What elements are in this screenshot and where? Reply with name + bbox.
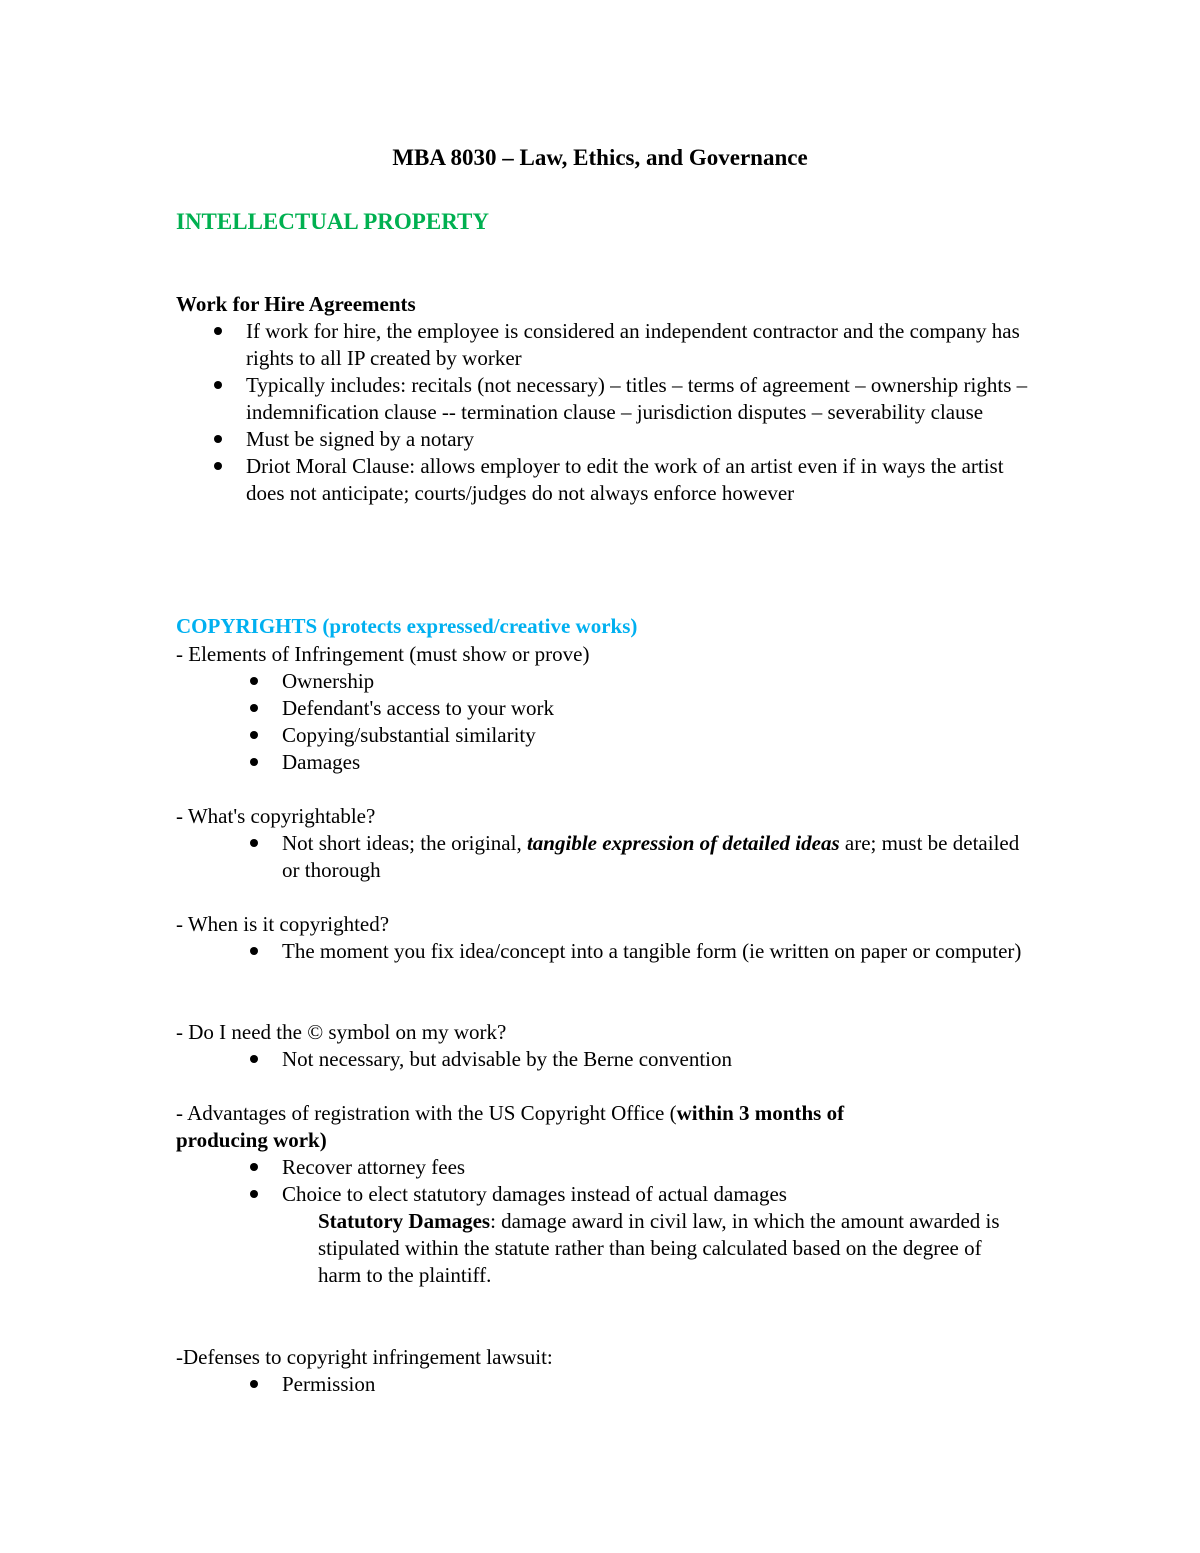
copyrightable-intro: - What's copyrightable? <box>176 804 376 828</box>
infringement-intro: - Elements of Infringement (must show or prove) <box>176 642 590 666</box>
list-item: Defendant's access to your work <box>282 695 1022 722</box>
list-item: The moment you fix idea/concept into a tangible form (ie written on paper or computer) <box>282 938 1022 965</box>
work-for-hire-list <box>246 318 1036 507</box>
bullet-icon <box>250 677 258 685</box>
symbol-intro: - Do I need the © symbol on my work? <box>176 1020 507 1044</box>
symbol-list <box>282 1046 1022 1073</box>
registration-intro-continued: producing work) <box>176 1128 327 1152</box>
bullet-icon <box>250 839 258 847</box>
registration-intro: - Advantages of registration with the US Copyright Office (within 3 months of <box>176 1101 845 1125</box>
list-item: Typically includes: recitals (not necessary) – titles – terms of agreement – ownership rights – indemnification clause -- termination clause – jurisdiction disputes – severability clause <box>246 372 1036 426</box>
list-item: Permission <box>282 1371 1022 1398</box>
bullet-icon <box>250 947 258 955</box>
infringement-list <box>282 668 1022 776</box>
section-heading-copyrights: COPYRIGHTS (protects expressed/creative works) <box>176 614 638 638</box>
defenses-list <box>282 1371 1022 1398</box>
copyrightable-list <box>282 830 1022 884</box>
bullet-icon <box>250 731 258 739</box>
list-item: Copying/substantial similarity <box>282 722 1022 749</box>
bullet-icon <box>214 435 222 443</box>
document-title: MBA 8030 – Law, Ethics, and Governance <box>392 145 808 170</box>
subheading-work-for-hire: Work for Hire Agreements <box>176 292 416 316</box>
bullet-icon <box>250 1380 258 1388</box>
list-item: Not short ideas; the original, tangible expression of detailed ideas are; must be detailed or thorough <box>282 830 1022 884</box>
defenses-intro: -Defenses to copyright infringement lawsuit: <box>176 1345 553 1369</box>
bullet-icon <box>250 1190 258 1198</box>
bullet-icon <box>214 327 222 335</box>
when-copyrighted-list <box>282 938 1022 965</box>
list-item: Not necessary, but advisable by the Berne convention <box>282 1046 1022 1073</box>
list-item: Must be signed by a notary <box>246 426 1036 453</box>
definition-term: Statutory Damages <box>318 1209 491 1233</box>
list-item: Ownership <box>282 668 1022 695</box>
bullet-icon <box>250 1163 258 1171</box>
list-item: Recover attorney fees <box>282 1154 1022 1181</box>
bullet-icon <box>250 704 258 712</box>
bullet-icon <box>250 758 258 766</box>
registration-list <box>282 1154 1022 1208</box>
statutory-damages-definition: Statutory Damages: damage award in civil law, in which the amount awarded is stipulated within the statute rather than being calculated based on the degree of harm to the plaintiff. <box>318 1209 1000 1287</box>
bullet-icon <box>214 462 222 470</box>
list-item: Choice to elect statutory damages instead of actual damages <box>282 1181 1022 1208</box>
bullet-icon <box>214 381 222 389</box>
section-heading-intellectual-property: INTELLECTUAL PROPERTY <box>176 209 489 234</box>
list-item: If work for hire, the employee is considered an independent contractor and the company has rights to all IP created by worker <box>246 318 1036 372</box>
when-copyrighted-intro: - When is it copyrighted? <box>176 912 390 936</box>
list-item: Driot Moral Clause: allows employer to edit the work of an artist even if in ways the artist does not anticipate; courts/judges do not always enforce however <box>246 453 1036 507</box>
list-item: Damages <box>282 749 1022 776</box>
bullet-icon <box>250 1055 258 1063</box>
emphasis-text: tangible expression of detailed ideas <box>526 831 840 855</box>
